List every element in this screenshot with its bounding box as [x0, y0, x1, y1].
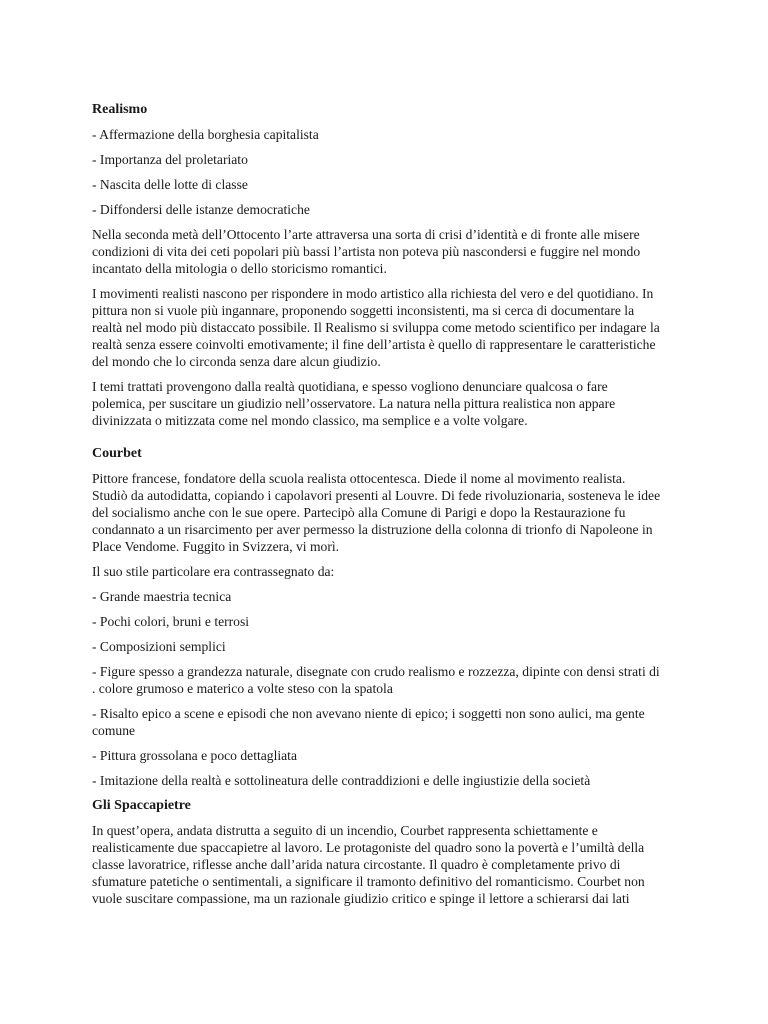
bullet-item: - Diffondersi delle istanze democratiche	[92, 202, 310, 217]
bullet-item: - Grande maestria tecnica	[92, 589, 232, 604]
bullet-item: - Imitazione della realtà e sottolineatura delle contraddizioni e delle ingiustizie della società	[92, 773, 591, 788]
bullet-item: - Risalto epico a scene e episodi che non avevano niente di epico; i soggetti non sono aulici, ma gente comune	[92, 706, 645, 738]
paragraph: Nella seconda metà dell’Ottocento l’arte attraversa una sorta di crisi d’identità e di fronte alle misere condizioni di vita dei ceti popolari più bassi l’artista non poteva più nascondersi e fuggire nel mondo incantato della mitologia o dello storicismo romantici.	[92, 227, 641, 276]
section-heading-spaccapietre: Gli Spaccapietre	[92, 798, 191, 813]
bullet-item: - Pochi colori, bruni e terrosi	[92, 614, 250, 629]
paragraph: I movimenti realisti nascono per rispondere in modo artistico alla richiesta del vero e del quotidiano. In pittura non si vuole più ingannare, proponendo soggetti inconsistenti, ma si cerca di documentare la realtà nel modo più distaccato possibile. Il Realismo si sviluppa come metodo scientifico per indagare la realtà senza essere coinvolti emotivamente; il fine dell’artista è quello di rappresentare le caratteristiche del mondo che lo circonda senza dare alcun giudizio.	[92, 286, 660, 369]
paragraph: In quest’opera, andata distrutta a seguito di un incendio, Courbet rappresenta schiettamente e realisticamente due spaccapietre al lavoro. Le protagoniste del quadro sono la povertà e l’umiltà della classe lavoratrice, riflesse anche dall’arida natura circostante. Il quadro è completamente privo di sfumature patetiche o sentimentali, a significare il tramonto definitivo del romanticismo. Courbet non vuole suscitare compassione, ma un razionale giudizio critico e spinge il lettore a schierarsi dai lati	[92, 823, 645, 906]
paragraph: Il suo stile particolare era contrassegnato da:	[92, 564, 335, 579]
bullet-item: - Importanza del proletariato	[92, 152, 248, 167]
section-heading-courbet: Courbet	[92, 446, 142, 461]
bullet-item: - Pittura grossolana e poco dettagliata	[92, 748, 297, 763]
paragraph: Pittore francese, fondatore della scuola realista ottocentesca. Diede il nome al movimento realista. Studiò da autodidatta, copiando i capolavori presenti al Louvre. Di fede rivoluzionaria, sosteneva le idee del socialismo anche con le sue opere. Partecipò alla Comune di Parigi e dopo la Restaurazione fu condannato a un risarcimento per aver permesso la distruzione della colonna di trionfo di Napoleone in Place Vendome. Fuggito in Svizzera, vi morì.	[92, 471, 661, 554]
paragraph: I temi trattati provengono dalla realtà quotidiana, e spesso vogliono denunciare qualcosa o fare polemica, per suscitare un giudizio nell’osservatore. La natura nella pittura realistica non appare divinizzata o mitizzata come nel mondo classico, ma semplice e a volte volgare.	[92, 379, 616, 428]
document-page	[92, 101, 662, 915]
bullet-item: - Affermazione della borghesia capitalista	[92, 127, 319, 142]
section-heading-realismo: Realismo	[92, 102, 148, 117]
bullet-item: - Nascita delle lotte di classe	[92, 177, 248, 192]
bullet-item: - Figure spesso a grandezza naturale, disegnate con crudo realismo e rozzezza, dipinte con densi strati di . colore grumoso e materico a volte steso con la spatola	[92, 664, 660, 696]
bullet-item: - Composizioni semplici	[92, 639, 226, 654]
